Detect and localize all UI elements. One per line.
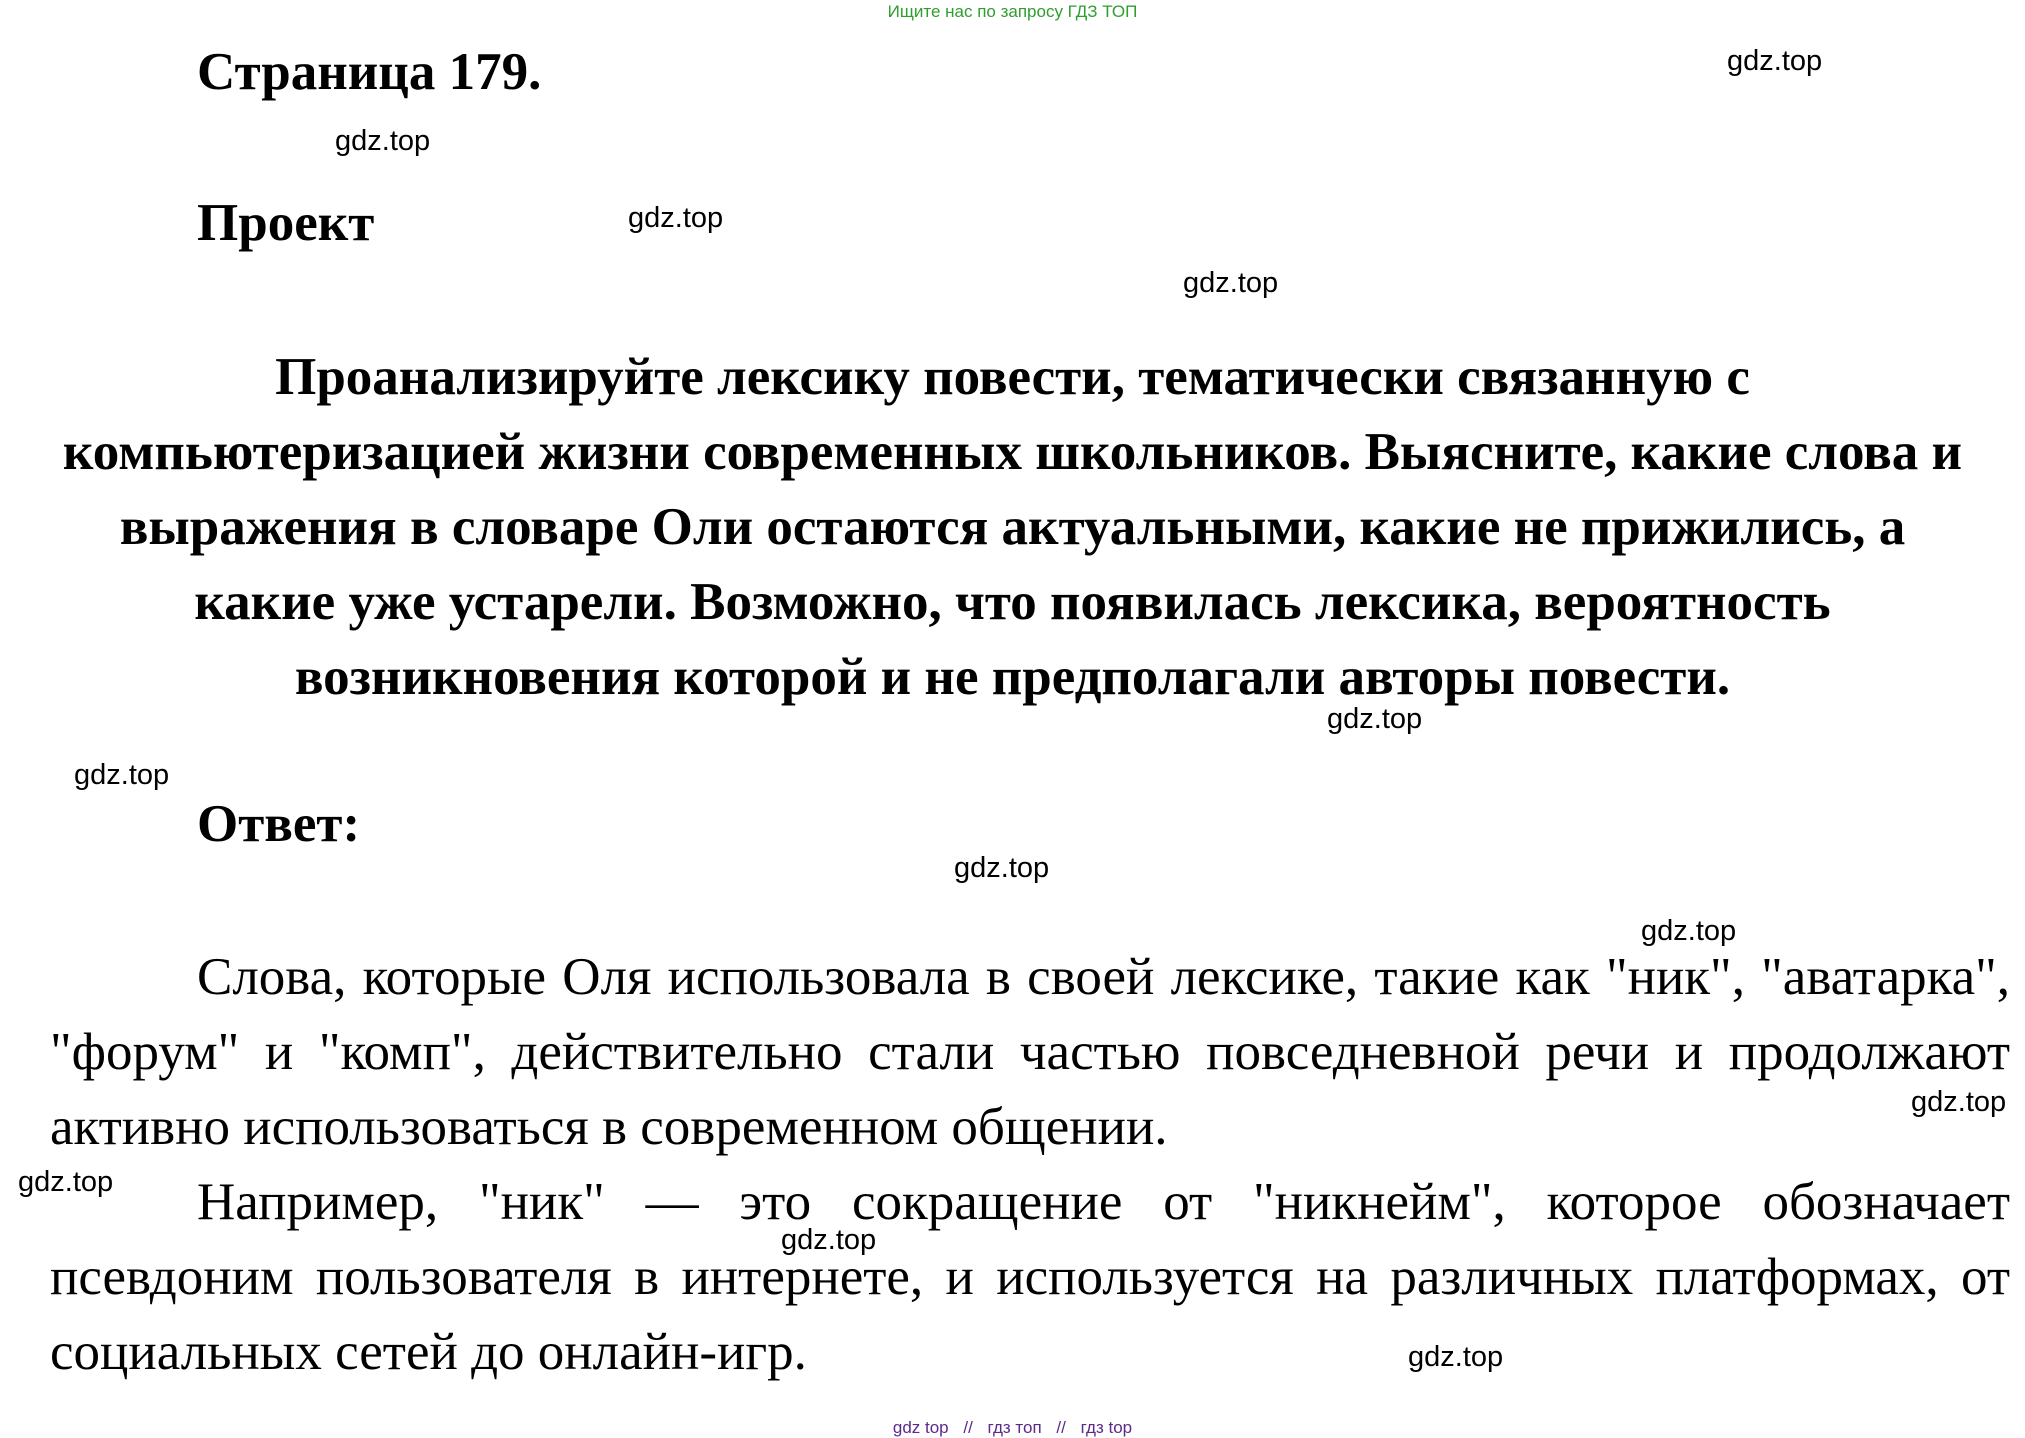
watermark: gdz.top — [1408, 1341, 1504, 1373]
footer-separator: // — [1056, 1418, 1066, 1437]
footer-link-gdz-top[interactable]: gdz top — [892, 1418, 949, 1437]
watermark: gdz.top — [628, 202, 724, 234]
watermark: gdz.top — [1911, 1086, 2007, 1118]
section-title: Проект — [197, 194, 375, 252]
footer-links — [0, 1418, 2025, 1438]
footer-separator: // — [963, 1418, 973, 1437]
top-banner: Ищите нас по запросу ГДЗ ТОП — [887, 2, 1138, 21]
task-text: Проанализируйте лексику повести, тематически связанную с компьютеризацией жизни современных школьников. Выясните, какие слова и выражения в словаре Оли остаются актуальными, какие не прижились, а какие уже устарели. Возможно, что появилась лексика, вероятность возникновения которой и не предполагали авторы повести. — [62, 348, 1963, 706]
watermark: gdz.top — [1327, 703, 1423, 735]
watermark: gdz.top — [18, 1166, 114, 1198]
watermark: gdz.top — [781, 1224, 877, 1256]
footer-link-gdz-top-ru[interactable]: гдз топ — [987, 1418, 1042, 1437]
answer-paragraph-2: Например, "ник" — это сокращение от "никнейм", которое обозначает псевдоним пользователя в интернете, и используется на различных платформах, от социальных сетей до онлайн-игр. — [50, 1173, 2010, 1381]
watermark: gdz.top — [1641, 915, 1737, 947]
watermark: gdz.top — [335, 125, 431, 157]
answer-paragraph-1: Слова, которые Оля использовала в своей лексике, такие как "ник", "аватарка", "форум" и "комп", действительно стали частью повседневной речи и продолжают активно использоваться в современном общении. — [50, 948, 2010, 1156]
footer-link-gdz-top-mixed[interactable]: гдз top — [1080, 1418, 1133, 1437]
watermark: gdz.top — [954, 852, 1050, 884]
watermark: gdz.top — [74, 759, 170, 791]
page-title: Страница 179. — [197, 43, 542, 101]
watermark: gdz.top — [1183, 267, 1279, 299]
answer-label: Ответ: — [197, 795, 361, 853]
watermark: gdz.top — [1727, 45, 1823, 77]
